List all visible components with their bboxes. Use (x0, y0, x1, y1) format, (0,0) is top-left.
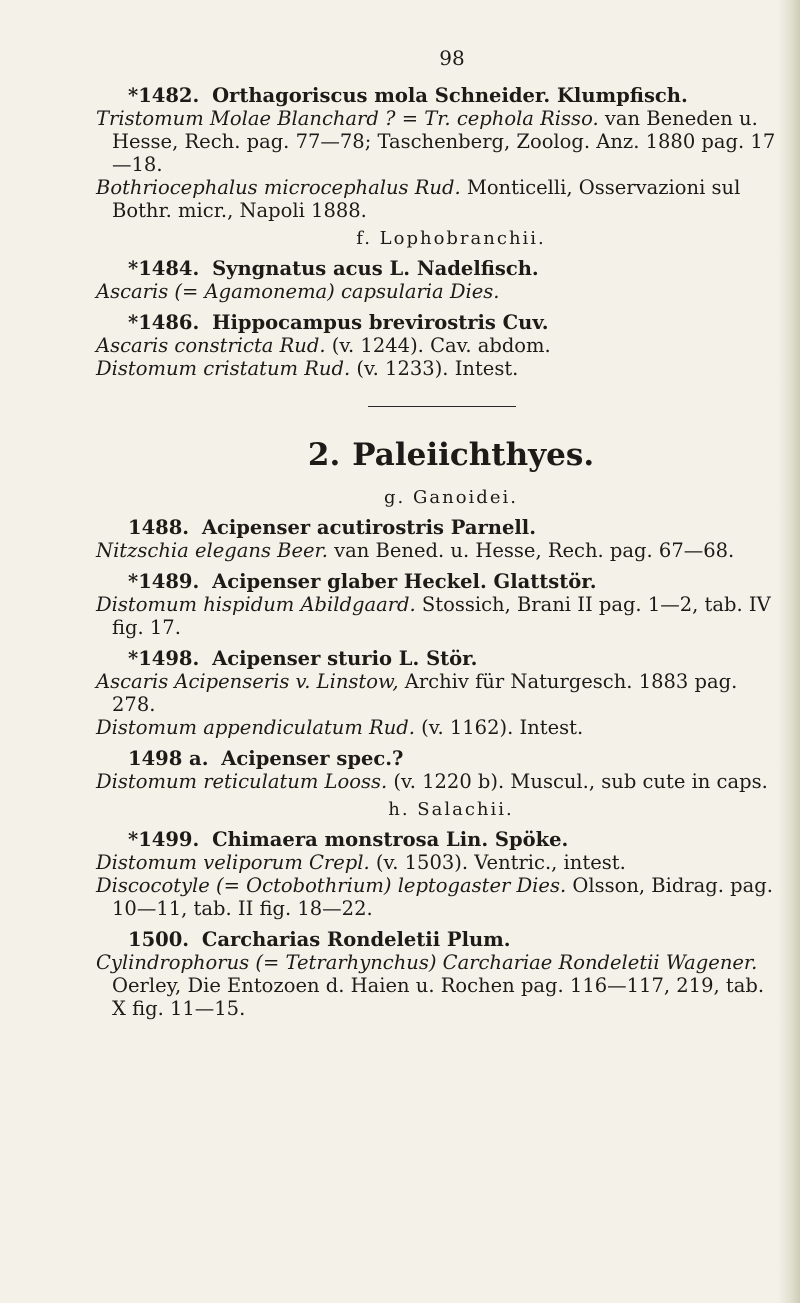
parasite-name: Distomum reticulatum Looss. (96, 770, 388, 793)
host-entry (96, 570, 776, 593)
parasite-reference (96, 874, 776, 920)
host-common: Stör. (426, 647, 478, 670)
host-entry (96, 84, 776, 107)
parasite-name: Ascaris Acipenseris v. Linstow, (96, 670, 399, 693)
host-entry (96, 828, 776, 851)
page-number: 98 (439, 46, 465, 70)
section-title: Paleiichthyes. (352, 437, 595, 473)
parasite-reference (96, 851, 776, 874)
subgroup-heading: h. Salachii. (388, 799, 514, 820)
host-num: 1488. (128, 516, 190, 539)
parasite-reference (96, 107, 776, 176)
parasite-reference (96, 770, 776, 793)
reference-citation: (v. 1244). Cav. abdom. (325, 334, 551, 357)
host-name: Carcharias Rondeletii Plum. (201, 928, 511, 951)
host-name: Chimaera monstrosa Lin. (212, 828, 489, 851)
parasite-reference (96, 716, 776, 739)
host-name: Acipenser sturio L. (212, 647, 420, 670)
reference-citation: Oerley, Die Entozoen d. Haien u. Rochen pag. 116—117, 219, tab. X fig. 11—15. (112, 974, 765, 1020)
host-num: 1498 a. (128, 747, 209, 770)
reference-citation: Monticelli, Osservazioni sul Bothr. micr., Napoli 1888. (112, 176, 741, 222)
reference-citation: Stossich, Brani II pag. 1—2, tab. IV fig. 17. (112, 593, 771, 639)
host-common: Glattstör. (493, 570, 597, 593)
parasite-reference (96, 176, 776, 222)
subgroup-heading: g. Ganoidei. (384, 487, 518, 508)
part-one (96, 84, 776, 380)
host-num: 1500. (128, 928, 190, 951)
host-num: *1499. (128, 828, 200, 851)
host-entry (96, 516, 776, 539)
host-num: *1486. (128, 311, 200, 334)
page-edge-shadow (778, 0, 800, 1303)
host-common: Klumpfisch. (556, 84, 688, 107)
reference-citation: (v. 1162). Intest. (414, 716, 584, 739)
section-number: 2. (307, 437, 341, 473)
section-divider (368, 406, 516, 407)
parasite-name: Nitzschia elegans Beer. (96, 539, 328, 562)
reference-citation: Archiv für Naturgesch. 1883 pag. 278. (112, 670, 738, 716)
section-heading (126, 437, 776, 473)
host-name: Orthagoriscus mola Schneider. (212, 84, 551, 107)
reference-citation: van Beneden u. Hesse, Rech. pag. 77—78; Taschenberg, Zoolog. Anz. 1880 pag. 17—18. (112, 107, 776, 176)
host-common: Spöke. (494, 828, 569, 851)
parasite-name: Distomum veliporum Crepl. (96, 851, 370, 874)
host-name: Hippocampus brevirostris Cuv. (212, 311, 549, 334)
parasite-reference (96, 334, 776, 357)
parasite-reference (96, 670, 776, 716)
host-name: Syngnatus acus L. (212, 257, 411, 280)
host-entry (96, 647, 776, 670)
part-two (96, 487, 776, 1020)
host-entry (96, 257, 776, 280)
parasite-name: Bothriocephalus microcephalus Rud. (96, 176, 461, 199)
parasite-name: Ascaris constricta Rud. (96, 334, 326, 357)
reference-citation: (v. 1503). Ventric., intest. (369, 851, 626, 874)
page-content (96, 46, 776, 1020)
host-common: Nadelfisch. (416, 257, 539, 280)
host-name: Acipenser glaber Heckel. (212, 570, 487, 593)
reference-citation: Olsson, Bidrag. pag. 10—11, tab. II fig. 18—22. (112, 874, 773, 920)
parasite-name: Distomum appendiculatum Rud. (96, 716, 415, 739)
subgroup-heading: f. Lophobranchii. (356, 228, 546, 249)
host-num: *1484. (128, 257, 200, 280)
parasite-name: Discocotyle (= Octobothrium) leptogaster Dies. (96, 874, 567, 897)
host-num: *1498. (128, 647, 200, 670)
parasite-name: Distomum hispidum Abildgaard. (96, 593, 416, 616)
host-entry (96, 747, 776, 770)
parasite-reference (96, 593, 776, 639)
reference-citation: (v. 1220 b). Muscul., sub cute in caps. (387, 770, 768, 793)
parasite-name: Tristomum Molae Blanchard ? = Tr. cephola Risso. (96, 107, 599, 130)
parasite-reference (96, 357, 776, 380)
parasite-reference (96, 280, 776, 303)
reference-citation: van Bened. u. Hesse, Rech. pag. 67—68. (327, 539, 735, 562)
host-num: *1482. (128, 84, 200, 107)
host-num: *1489. (128, 570, 200, 593)
parasite-reference (96, 951, 776, 1020)
parasite-reference (96, 539, 776, 562)
parasite-name: Distomum cristatum Rud. (96, 357, 351, 380)
reference-citation: (v. 1233). Intest. (350, 357, 519, 380)
parasite-name: Ascaris (= Agamonema) capsularia Dies. (96, 280, 500, 303)
host-entry (96, 311, 776, 334)
host-name: Acipenser acutirostris Parnell. (201, 516, 536, 539)
host-name: Acipenser spec.? (221, 747, 404, 770)
host-entry (96, 928, 776, 951)
parasite-name: Cylindrophorus (= Tetrarhynchus) Carchariae Rondeletii Wagener. (96, 951, 758, 974)
